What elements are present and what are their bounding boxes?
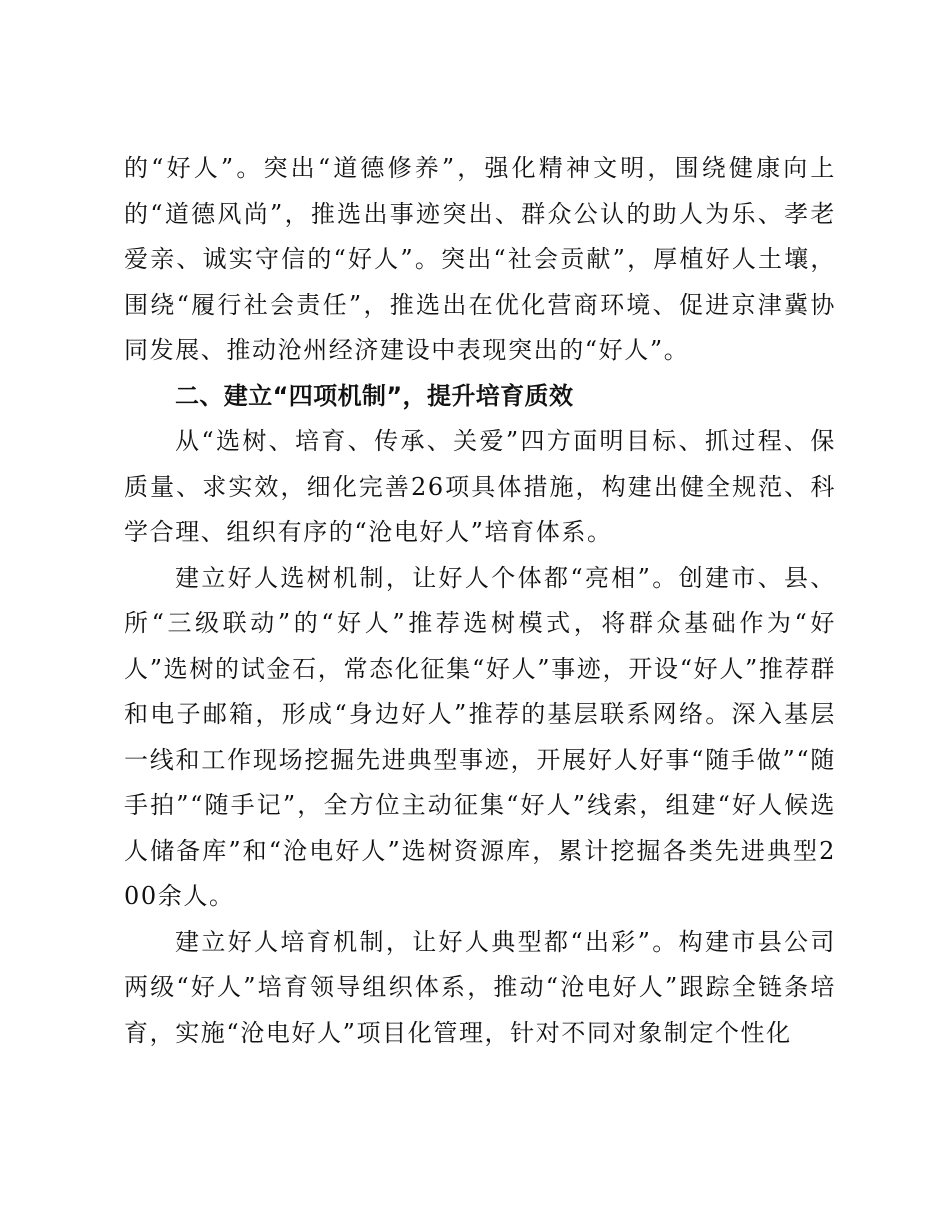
paragraph-continuation: 的“好人”。突出“道德修养”，强化精神文明，围绕健康向上的“道德风尚”，推选出事迹突出、群众公认的助人为乐、孝老爱亲、诚实守信的“好人”。突出“社会贡献”，厚植好人土壤，围绕“履行社会责任”，推选出在优化营商环境、促进京津冀协同发展、推动沧州经济建设中表现突出的“好人”。: [124, 154, 836, 364]
paragraph-selection-mechanism: 建立好人选树机制，让好人个体都“亮相”。创建市、县、所“三级联动”的“好人”推荐选树模式，将群众基础作为“好人”选树的试金石，常态化征集“好人”事迹，开设“好人”推荐群和电子邮箱，形成“身边好人”推荐的基层联系网络。深入基层一线和工作现场挖掘先进典型事迹，开展好人好事“随手做”“随手拍”“随手记”，全方位主动征集“好人”线索，组建“好人候选人储备库”和“沧电好人”选树资源库，累计挖掘各类先进典型200余人。: [124, 563, 836, 910]
paragraph-intro: 从“选树、培育、传承、关爱”四方面明目标、抓过程、保质量、求实效，细化完善26项具体措施，构建出健全规范、科学合理、组织有序的“沧电好人”培育体系。: [124, 427, 836, 546]
document-body: [124, 146, 836, 1056]
section-heading: 二、建立“四项机制”，提升培育质效: [175, 381, 574, 410]
paragraph-cultivation-mechanism: 建立好人培育机制，让好人典型都“出彩”。构建市县公司两级“好人”培育领导组织体系，推动“沧电好人”跟踪全链条培育，实施“沧电好人”项目化管理，针对不同对象制定个性化: [124, 927, 836, 1047]
